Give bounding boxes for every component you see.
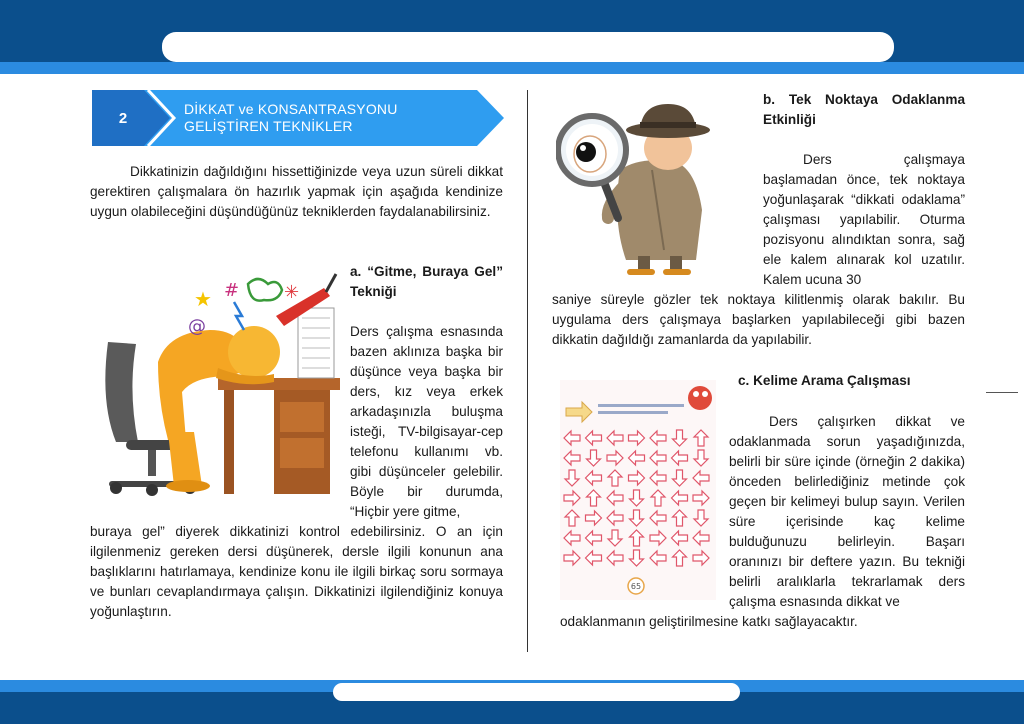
footer-pill (333, 683, 740, 701)
svg-text:★: ★ (194, 287, 212, 311)
section-c-body-side: Ders çalışırken dikkat ve odaklanmada sorun yaşadığınızda, belirli bir süre içinde (örneğin 2 dakika) önceden belirlediğiniz metinde çok geçen bir kelimeyi bulup sayın. Verilen süre içerisinde kaç kelime bulduğunuzu belirleyin. Başarı oranınızı bir deftere yazın. Bu tekniği belirli aralıklarla tekrarlamak ders çalışma esnasında dikkat ve (729, 414, 965, 609)
section-b-body-full: saniye süreyle gözler tek noktaya kilitlenmiş olarak bakılır. Bu uygulama ders çalışmaya başlarken yapılabileceği gibi bazen dikkatin dağıldığı zamanlarda da yapılabilir. (552, 292, 965, 347)
worksheet-page-number: 65 (630, 582, 642, 591)
svg-text:#: # (224, 280, 240, 301)
section-b-heading: b. Tek Noktaya Odaklanma Etkinliği (763, 92, 965, 127)
header-accent-band (0, 62, 1024, 74)
intro-paragraph: Dikkatinizin dağıldığını hissettiğinizde veya uzun süreli dikkat gerektiren çalışmalara ön hazırlık yapmak için aşağıda kendinize uygun olabileceğini düşündüğünüz tekniklerden faydalanabilirsiniz. (90, 164, 503, 219)
column-divider (527, 90, 528, 652)
margin-rule (986, 392, 1018, 393)
tired-student-illustration (98, 272, 342, 500)
banner-number: 2 (118, 109, 128, 127)
section-c-heading: c. Kelime Arama Çalışması (738, 373, 911, 388)
detective-magnifier-illustration (556, 100, 754, 278)
section-a-heading: a. “Gitme, Buraya Gel” Tekniği (350, 264, 503, 299)
header-pill (162, 32, 894, 62)
section-b-body-side: Ders çalışmaya başlamadan önce, tek noktaya yoğunlaşarak “dikkati odaklama” çalışması yapılabilir. Oturma pozisyonu alındıktan sonra, sağ ele kalem alınarak kol uzatılır. Kalem ucuna 30 (763, 152, 965, 287)
banner-title: DİKKAT ve KONSANTRASYONU GELİŞTİREN TEKNİKLER (184, 101, 398, 134)
section-a-body-side: Ders çalışma esnasında bazen aklınıza başka bir düşünce veya başka bir ders, kız veya erkek arkadaşınızla buluşma isteği, TV-bilgisayar-cep telefonu kullanımı vb. gibi düşünceler gelebilir. Böyle bir durumda, “Hiçbir yere gitme, (350, 324, 503, 519)
section-a-body-full: buraya gel” diyerek dikkatinizi kontrol edebilirsiniz. O an için ilgilenmeniz gereken dersi düşünerek, dersle ilgili konunun ana başlıklarını hatırlamaya, kendinize konu ile ilgili birkaç soru sormaya ve bunları cevaplandırmaya çalışın. Dikkatinizi ilgilendiğiniz konuya yoğunlaştırın. (90, 524, 503, 619)
section-banner (92, 90, 504, 146)
section-c-body-full: odaklanmanın geliştirilmesine katkı sağlayacaktır. (560, 614, 858, 629)
svg-text:@: @ (188, 316, 206, 337)
arrow-worksheet-image (560, 380, 716, 600)
svg-text:✳: ✳ (284, 282, 300, 303)
